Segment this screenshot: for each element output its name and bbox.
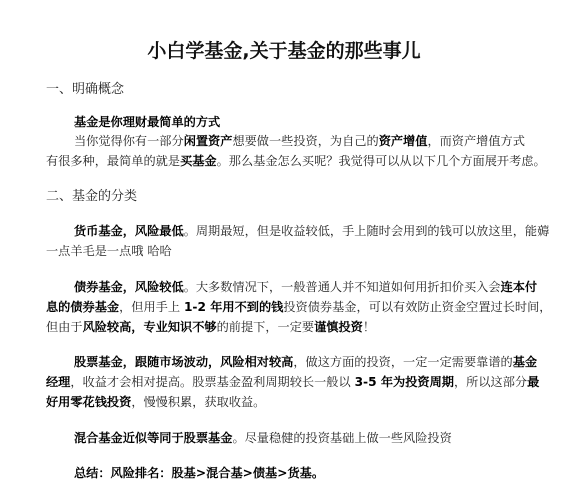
page-title: 小白学基金,关于基金的那些事儿 xyxy=(147,40,421,62)
concept-paragraph-line-1 xyxy=(74,131,525,151)
bond-fund-line-2 xyxy=(46,297,551,317)
stock-fund-line-2 xyxy=(46,372,539,392)
text-run: ，所以这部分 xyxy=(453,375,528,389)
bold-text-run: 闲置资产 xyxy=(183,134,233,148)
stock-fund-line-3 xyxy=(46,392,265,412)
text-run: 。周期最短，但是收益较低，手上随时会用到的钱可以放这里，能薅 xyxy=(183,224,550,238)
text-run: 一点羊毛是一点哦 哈哈 xyxy=(46,244,172,258)
summary-line xyxy=(74,463,324,483)
bold-text-run: 风险较高，专业知识不够 xyxy=(82,320,217,334)
text-run: 有很多种，最简单的就是 xyxy=(46,154,181,168)
text-run: 当你觉得你有一部分 xyxy=(74,134,184,148)
money-fund-line-1 xyxy=(74,221,549,241)
text-run: ，而资产增值方式 xyxy=(427,134,525,148)
bold-text-run: 基金 xyxy=(512,355,538,369)
bold-text-run: 资产增值 xyxy=(378,134,428,148)
bold-text-run: 混合基金近似等同于股票基金 xyxy=(74,431,233,445)
bold-text-run: 1-2 年用不到的钱 xyxy=(183,300,284,314)
section-heading-categories: 二、基金的分类 xyxy=(46,189,138,204)
bond-fund-line-1 xyxy=(74,277,537,297)
section-heading-concept: 一、明确概念 xyxy=(46,82,125,97)
text-run: 想要做一些投资，为自己的 xyxy=(232,134,379,148)
concept-subtitle: 基金是你理财最简单的方式 xyxy=(74,115,221,129)
bold-text-run: 3-5 年为投资周期 xyxy=(354,375,454,389)
text-run: 。那么基金怎么买呢？我觉得可以从以下几个方面展开考虑。 xyxy=(216,154,546,168)
text-run: ，做这方面的投资，一定一定需要靠谱的 xyxy=(293,355,513,369)
bold-text-run: 债券基金，风险较低 xyxy=(74,280,184,294)
bold-text-run: 经理 xyxy=(46,375,71,389)
money-fund-line-2 xyxy=(46,241,172,261)
bold-text-run: 谨慎投资 xyxy=(314,320,363,334)
bold-text-run: 连本付 xyxy=(500,280,538,294)
stock-fund-line-1 xyxy=(74,352,537,372)
mixed-fund-line-1 xyxy=(74,428,452,448)
text-run: ，但用手上 xyxy=(119,300,184,314)
bold-text-run: 总结：风险排名：股基>混合基>债基>货基。 xyxy=(74,466,325,480)
text-run: ，慢慢积累，获取收益。 xyxy=(131,395,266,409)
text-run: 。大多数情况下，一般普通人并不知道如何用折扣价买入会 xyxy=(183,280,501,294)
bold-text-run: 货币基金，风险最低 xyxy=(74,224,184,238)
bold-text-run: 息的债券基金 xyxy=(46,300,120,314)
text-run: 的前提下，一定要 xyxy=(216,320,315,334)
bold-text-run: 最 xyxy=(527,375,540,389)
text-run: 。尽量稳健的投资基础上做一些风险投资 xyxy=(232,431,452,445)
bold-text-run: 股票基金，跟随市场波动，风险相对较高 xyxy=(74,355,294,369)
concept-paragraph-line-2 xyxy=(46,151,546,171)
text-run: 投资债券基金，可以有效防止资金空置过长时间， xyxy=(283,300,552,314)
text-run: 但由于 xyxy=(46,320,83,334)
bold-text-run: 买基金 xyxy=(180,154,217,168)
text-run: ！ xyxy=(362,320,376,334)
bold-text-run: 好用零花钱投资 xyxy=(46,395,132,409)
text-run: ，收益才会相对提高。股票基金盈利周期较长一般以 xyxy=(70,375,355,389)
bond-fund-line-3 xyxy=(46,317,375,337)
